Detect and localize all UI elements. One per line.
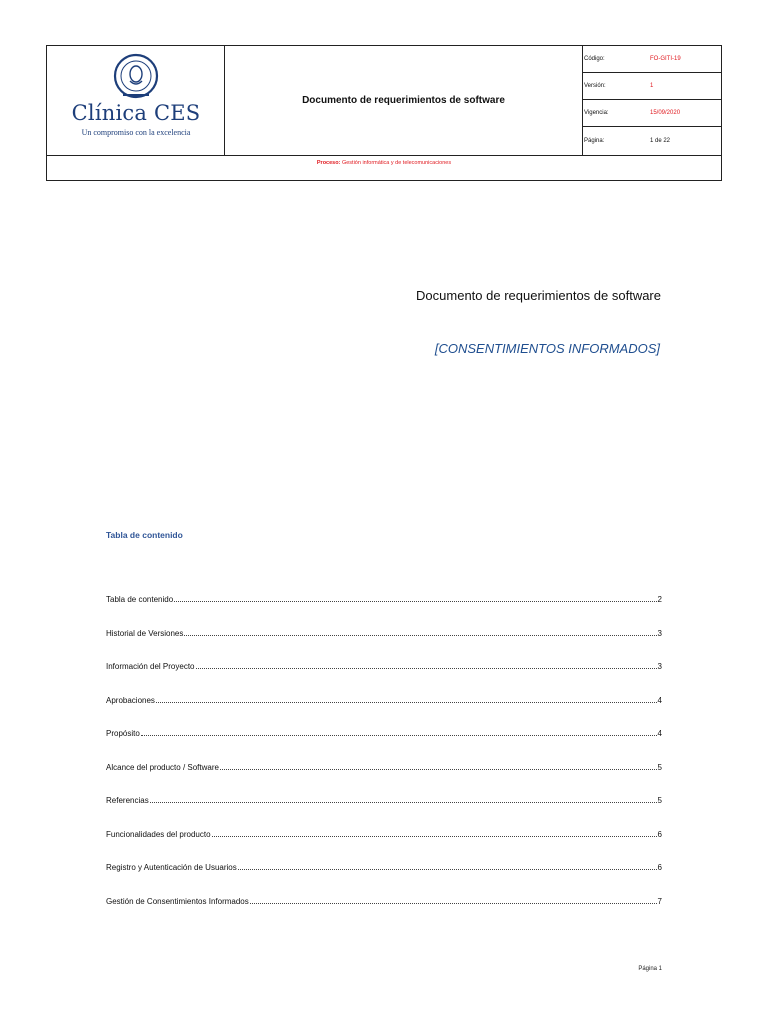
toc-entry-page: 4: [657, 696, 662, 705]
page-footer: Página 1: [638, 966, 662, 972]
toc-entry-label: Aprobaciones: [106, 696, 155, 705]
toc-entry-label: Referencias: [106, 796, 149, 805]
toc-leader-dots: [141, 735, 657, 736]
toc-leader-dots: [156, 702, 657, 703]
toc-entry-label: Propósito: [106, 729, 140, 738]
logo-name: Clínica CES: [71, 101, 201, 125]
toc-entry-label: Historial de Versiones: [106, 629, 184, 638]
document-header-table: [46, 45, 722, 181]
meta-label: Página:: [584, 137, 605, 144]
toc-entry[interactable]: [106, 624, 662, 638]
toc-entry-label: Tabla de contenido: [106, 595, 174, 604]
toc-entry-page: 3: [657, 662, 662, 671]
meta-row-version: [583, 73, 721, 100]
process-label: Proceso:: [316, 160, 341, 166]
toc-entry[interactable]: [106, 825, 662, 839]
document-title: Documento de requerimientos de software: [416, 288, 661, 303]
toc-entry-label: Funcionalidades del producto: [106, 830, 211, 839]
toc-entry-label: Registro y Autenticación de Usuarios: [106, 863, 237, 872]
toc-leader-dots: [212, 836, 657, 837]
toc-entry-page: 7: [657, 897, 662, 906]
toc-entry[interactable]: [106, 858, 662, 872]
toc-entry-page: 6: [657, 863, 662, 872]
process-value: Gestión informática y de telecomunicaciones: [341, 160, 452, 166]
meta-value: 1 de 22: [650, 137, 671, 144]
toc-entry-page: 5: [657, 796, 662, 805]
meta-label: Versión:: [584, 83, 606, 89]
meta-row-validity: [583, 100, 721, 127]
toc-leader-dots: [250, 903, 657, 904]
meta-value: FO-GITI-19: [650, 56, 681, 62]
toc-entry[interactable]: [106, 724, 662, 738]
process-row: [47, 155, 721, 180]
toc-entry-label: Gestión de Consentimientos Informados: [106, 897, 249, 906]
toc-entry[interactable]: [106, 892, 662, 906]
meta-value: 1: [650, 83, 654, 89]
meta-row-page: [583, 127, 721, 154]
meta-label: Código:: [584, 56, 605, 62]
logo-tagline: Un compromiso con la excelencia: [81, 128, 191, 137]
document-subtitle: [CONSENTIMIENTOS INFORMADOS]: [434, 341, 660, 356]
header-title: Documento de requerimientos de software: [225, 46, 583, 155]
clinica-ces-seal-logo: [107, 51, 165, 101]
toc-entry-page: 4: [657, 729, 662, 738]
toc-entry[interactable]: [106, 657, 662, 671]
toc-entry[interactable]: [106, 590, 662, 604]
toc-entry[interactable]: [106, 791, 662, 805]
logo-cell: [47, 46, 225, 155]
toc-leader-dots: [196, 668, 657, 669]
document-meta: [583, 46, 721, 155]
meta-value: 15/09/2020: [650, 110, 681, 116]
toc-leader-dots: [174, 601, 656, 602]
toc-leader-dots: [150, 802, 657, 803]
toc-entry[interactable]: [106, 758, 662, 772]
toc-entry-label: Información del Proyecto: [106, 662, 195, 671]
toc-leader-dots: [220, 769, 657, 770]
meta-row-code: [583, 46, 721, 73]
toc-entry-page: 2: [657, 595, 662, 604]
toc-leader-dots: [238, 869, 657, 870]
toc-entry[interactable]: [106, 691, 662, 705]
toc-entry-page: 6: [657, 830, 662, 839]
toc-heading: Tabla de contenido: [106, 530, 183, 540]
toc-entry-page: 5: [657, 763, 662, 772]
toc-entry-label: Alcance del producto / Software: [106, 763, 219, 772]
toc-entry-page: 3: [657, 629, 662, 638]
meta-label: Vigencia:: [584, 110, 609, 116]
toc-leader-dots: [184, 635, 656, 636]
